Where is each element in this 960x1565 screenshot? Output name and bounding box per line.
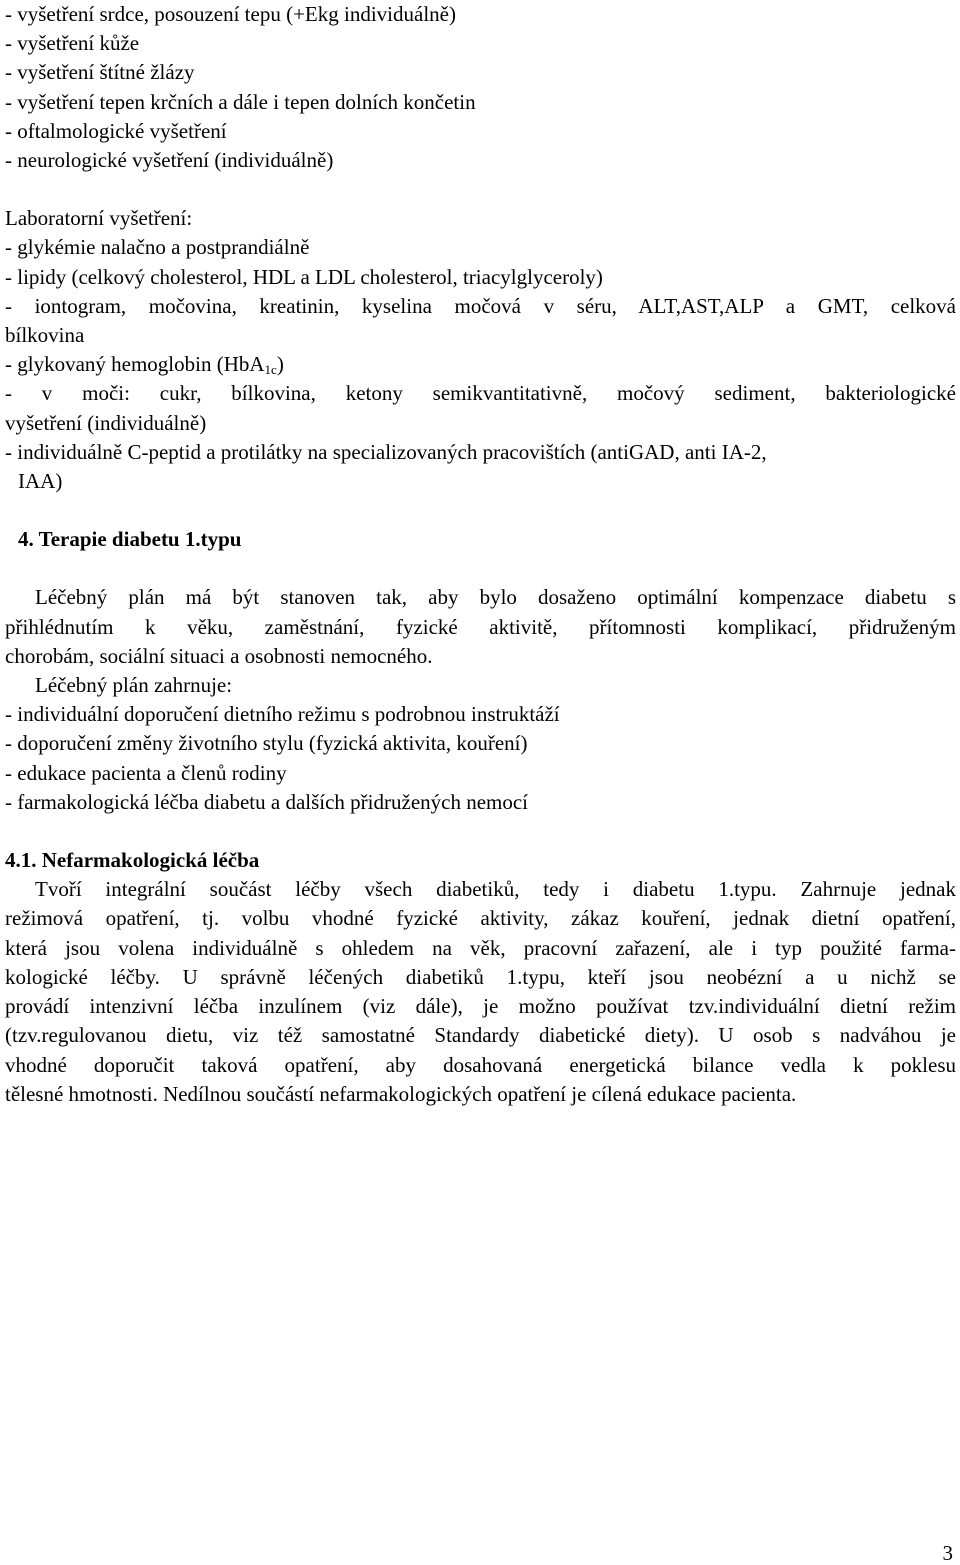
list-item [5,350,956,379]
list-item: - individuálně C-peptid a protilátky na specializovaných pracovištích (antiGAD, anti IA-2, [5,439,767,464]
lab-heading: Laboratorní vyšetření: [5,206,193,231]
paragraph-line: kologické léčby. U správně léčených diabetiků 1.typu, kteří jsou neobézní a u nichž se [5,964,956,989]
paragraph-line: (tzv.regulovanou dietu, viz též samostatné Standardy diabetické diety). U osob s nadváhou je [5,1023,956,1048]
paragraph-line: která jsou volena individuálně s ohledem na věk, pracovní zařazení, ale i typ použité farma- [5,935,956,960]
spacer [5,817,956,846]
list-item: - vyšetření kůže [5,31,140,56]
list-item: - vyšetření štítné žlázy [5,60,195,85]
paragraph-line: tělesné hmotnosti. Nedílnou součástí nefarmakologických opatření je cílená edukace pacienta. [5,1081,797,1106]
list-item: - doporučení změny životního stylu (fyzická aktivita, kouření) [5,731,528,756]
list-item: - lipidy (celkový cholesterol, HDL a LDL cholesterol, triacylglyceroly) [5,264,603,289]
section-4-1 [5,846,956,1109]
spacer [5,496,956,525]
paragraph-line: provádí intenzivní léčba inzulínem (viz dále), je možno používat tzv.individuální dietní režim [5,994,956,1019]
plan-heading: Léčebný plán zahrnuje: [35,673,233,698]
list-item: - edukace pacienta a členů rodiny [5,760,287,785]
list-item-continuation: vyšetření (individuálně) [5,410,207,435]
page-number: 3 [942,1541,953,1565]
paragraph-line: vhodné doporučit taková opatření, aby dosahovaná energetická bilance vedla k poklesu [5,1052,956,1077]
section-4 [5,525,956,817]
paragraph-line: Léčebný plán má být stanoven tak, aby bylo dosaženo optimální kompenzace diabetu s [35,585,956,610]
list-item: - v moči: cukr, bílkovina, ketony semikvantitativně, močový sediment, bakteriologické [5,381,956,406]
document-page [5,0,956,1109]
paragraph-line: režimová opatření, tj. volbu vhodné fyzické aktivity, zákaz kouření, jednak dietní opatření, [5,906,956,931]
list-item: - farmakologická léčba diabetu a dalších přidružených nemocí [5,789,529,814]
section-heading: 4. Terapie diabetu 1.typu [18,527,242,552]
section-heading: 4.1. Nefarmakologická léčba [5,848,260,873]
paragraph-line: Tvoří integrální součást léčby všech diabetiků, tedy i diabetu 1.typu. Zahrnuje jednak [35,877,956,902]
list-item-continuation: IAA) [18,469,63,494]
list-item: - iontogram, močovina, kreatinin, kyselina močová v séru, ALT,AST,ALP a GMT, celková [5,293,956,318]
list-item: - vyšetření tepen krčních a dále i tepen dolních končetin [5,89,476,114]
list-item: - vyšetření srdce, posouzení tepu (+Ekg individuálně) [5,2,456,26]
hba1c-prefix: - glykovaný hemoglobin (HbA [5,352,265,377]
hba1c-subscript: 1c [264,362,277,378]
lab-section [5,204,956,496]
spacer [5,554,956,583]
list-item-continuation: bílkovina [5,323,85,348]
exam-list [5,0,956,175]
list-item: - neurologické vyšetření (individuálně) [5,148,334,173]
list-item: - oftalmologické vyšetření [5,118,227,143]
paragraph-line: přihlédnutím k věku, zaměstnání, fyzické aktivitě, přítomnosti komplikací, přidruženým [5,614,956,639]
hba1c-suffix: ) [276,352,284,377]
list-item: - individuální doporučení dietního režimu s podrobnou instruktáží [5,702,560,727]
spacer [5,175,956,204]
list-item: - glykémie nalačno a postprandiálně [5,235,310,260]
paragraph-line: chorobám, sociální situaci a osobnosti nemocného. [5,643,433,668]
